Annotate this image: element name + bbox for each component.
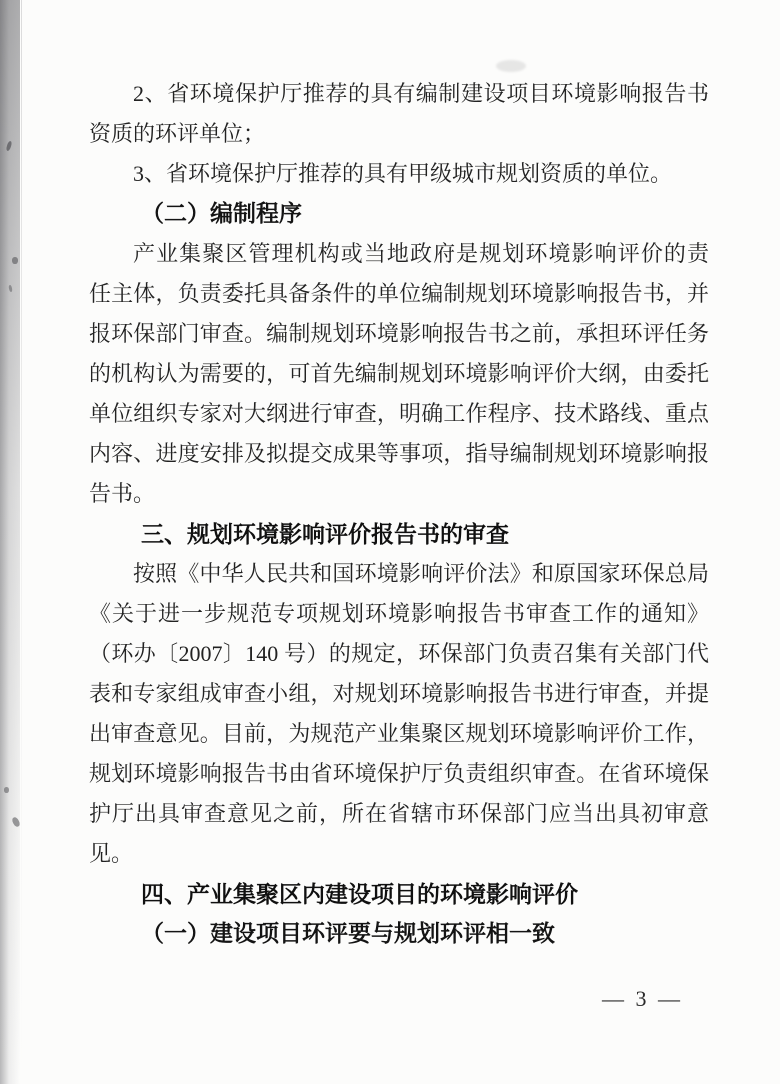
text-line: 的机构认为需要的，可首先编制规划环境影响评价大纲，由委托 [89, 361, 709, 386]
text-line: 3、省环境保护厅推荐的具有甲级城市规划资质的单位。 [133, 161, 673, 186]
text-line: 护厅出具审查意见之前，所在省辖市环保部门应当出具初审意 [89, 801, 709, 826]
page-number: — 3 — [602, 986, 683, 1011]
scan-edge-line [21, 0, 22, 1084]
text-line: 任主体，负责委托具备条件的单位编制规划环境影响报告书，并 [89, 281, 709, 306]
document-lines [89, 74, 709, 954]
text-line: 按照《中华人民共和国环境影响评价法》和原国家环保总局 [133, 561, 709, 586]
text-line: 报环保部门审查。编制规划环境影响报告书之前，承担环评任务 [89, 321, 709, 346]
heading-line: 三、规划环境影响评价报告书的审查 [141, 521, 509, 547]
text-line: 单位组织专家对大纲进行审查，明确工作程序、技术路线、重点 [89, 401, 709, 426]
ink-speck [8, 285, 12, 292]
heading-line: 四、产业集聚区内建设项目的环境影响评价 [141, 881, 578, 907]
ink-speck [11, 816, 21, 828]
text-line: 见。 [89, 841, 134, 866]
text-line: 告书。 [89, 481, 156, 506]
text-line: 内容、进度安排及拟提交成果等事项，指导编制规划环境影响报 [89, 441, 709, 466]
scan-smudge [496, 60, 526, 72]
subheading-line: （一）建设项目环评要与规划环评相一致 [141, 921, 555, 946]
subheading-line: （二）编制程序 [141, 201, 302, 226]
text-line: 资质的环评单位； [89, 121, 266, 146]
text-line: 规划环境影响报告书由省环境保护厅负责组织审查。在省环境保 [89, 761, 709, 786]
text-line: 2、省环境保护厅推荐的具有编制建设项目环境影响报告书 [133, 81, 709, 106]
ink-speck [4, 787, 9, 793]
ink-speck [12, 257, 18, 264]
text-line: 出审查意见。目前，为规范产业集聚区规划环境影响评价工作， [89, 721, 709, 746]
text-line: （环办〔2007〕140 号）的规定，环保部门负责召集有关部门代 [89, 641, 709, 666]
ink-speck [6, 141, 13, 152]
text-line: 《关于进一步规范专项规划环境影响报告书审查工作的通知》 [89, 601, 709, 626]
text-line: 表和专家组成审查小组，对规划环境影响报告书进行审查，并提 [89, 681, 709, 706]
text-line: 产业集聚区管理机构或当地政府是规划环境影响评价的责 [133, 241, 709, 266]
scan-binding-edge [0, 0, 20, 1084]
